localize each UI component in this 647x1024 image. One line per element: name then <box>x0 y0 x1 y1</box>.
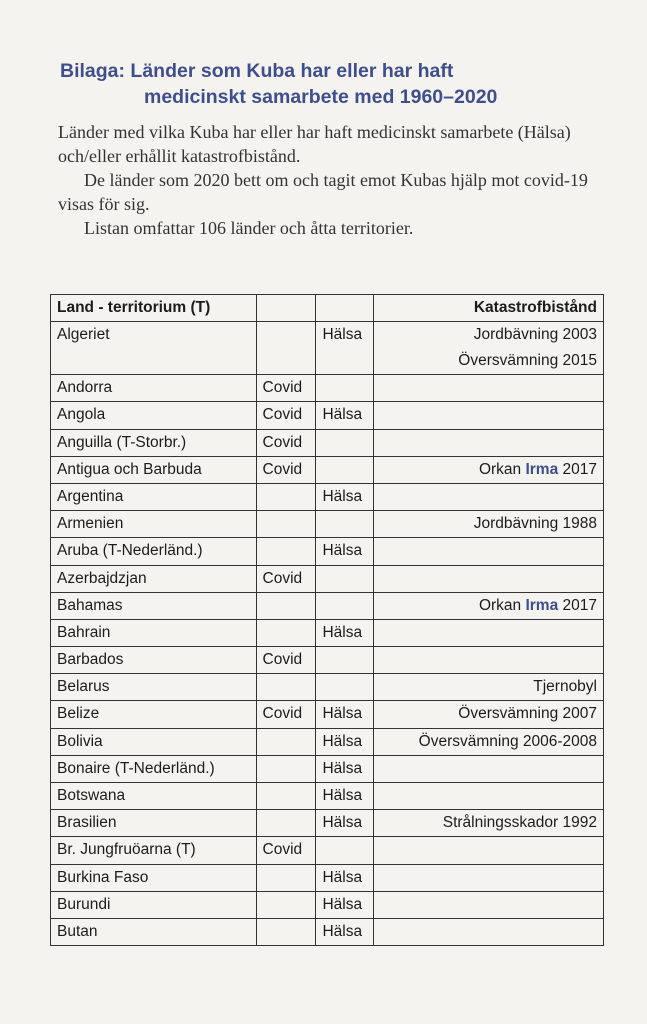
cell-halsa <box>316 592 374 619</box>
cell-halsa: Hälsa <box>316 538 374 565</box>
cell-land: Burkina Faso <box>51 864 257 891</box>
cell-halsa: Hälsa <box>316 755 374 782</box>
table-row <box>51 592 604 619</box>
cell-halsa: Hälsa <box>316 864 374 891</box>
cell-katastrofbistand <box>374 891 604 918</box>
cell-covid <box>256 592 316 619</box>
table-row <box>51 456 604 483</box>
disaster-entry: Jordbävning 2003 <box>473 326 597 344</box>
cell-katastrofbistand <box>374 456 604 483</box>
header-land: Land - territorium (T) <box>51 295 257 322</box>
cell-halsa: Hälsa <box>316 483 374 510</box>
cell-katastrofbistand <box>374 619 604 646</box>
cell-halsa: Hälsa <box>316 810 374 837</box>
disaster-entry: Översvämning 2007 <box>458 705 597 723</box>
table-row <box>51 810 604 837</box>
table-row <box>51 755 604 782</box>
highlighted-hurricane-name: Irma <box>525 460 559 478</box>
intro-paragraph-2: De länder som 2020 bett om och tagit emot Kubas hjälp mot covid-19 visas för sig. <box>58 170 588 214</box>
cell-land: Armenien <box>51 511 257 538</box>
cell-land: Algeriet <box>51 322 257 375</box>
cell-land: Bahamas <box>51 592 257 619</box>
cell-land: Azerbajdzjan <box>51 565 257 592</box>
cell-halsa <box>316 456 374 483</box>
cell-katastrofbistand <box>374 837 604 864</box>
table-row <box>51 783 604 810</box>
cell-covid <box>256 538 316 565</box>
table-row <box>51 837 604 864</box>
table-row <box>51 565 604 592</box>
cell-covid <box>256 810 316 837</box>
table-row <box>51 864 604 891</box>
cell-land: Antigua och Barbuda <box>51 456 257 483</box>
cell-covid: Covid <box>256 456 316 483</box>
cell-katastrofbistand <box>374 565 604 592</box>
cell-land: Angola <box>51 402 257 429</box>
cell-land: Bahrain <box>51 619 257 646</box>
disaster-entry: Översvämning 2015 <box>458 352 597 370</box>
cell-covid <box>256 864 316 891</box>
table-row <box>51 674 604 701</box>
cell-land: Bolivia <box>51 728 257 755</box>
cell-land: Anguilla (T-Storbr.) <box>51 429 257 456</box>
heading-line-1: Bilaga: Länder som Kuba har eller har haft <box>60 60 454 82</box>
cell-halsa: Hälsa <box>316 918 374 945</box>
cell-covid: Covid <box>256 375 316 402</box>
cell-halsa: Hälsa <box>316 701 374 728</box>
cell-halsa <box>316 565 374 592</box>
cell-katastrofbistand <box>374 701 604 728</box>
heading-line-2: medicinskt samarbete med 1960–2020 <box>144 86 498 108</box>
header-halsa <box>316 295 374 322</box>
cell-land: Argentina <box>51 483 257 510</box>
cell-halsa: Hälsa <box>316 619 374 646</box>
disaster-entry: Orkan Irma 2017 <box>478 596 597 614</box>
cell-halsa: Hälsa <box>316 402 374 429</box>
cell-halsa: Hälsa <box>316 783 374 810</box>
intro-text <box>58 120 610 240</box>
cell-halsa <box>316 375 374 402</box>
cell-covid: Covid <box>256 837 316 864</box>
appendix-heading <box>60 58 620 110</box>
table-row <box>51 375 604 402</box>
cell-covid <box>256 674 316 701</box>
cell-halsa: Hälsa <box>316 322 374 375</box>
table-body <box>51 322 604 946</box>
table-row <box>51 891 604 918</box>
intro-paragraph-3: Listan omfattar 106 länder och åtta territorier. <box>84 218 414 238</box>
header-covid <box>256 295 316 322</box>
cell-covid <box>256 619 316 646</box>
cell-covid <box>256 918 316 945</box>
cell-land: Butan <box>51 918 257 945</box>
cell-covid <box>256 891 316 918</box>
table-row <box>51 511 604 538</box>
cell-katastrofbistand <box>374 538 604 565</box>
countries-table <box>50 294 604 946</box>
cell-land: Belize <box>51 701 257 728</box>
cell-land: Bonaire (T-Nederländ.) <box>51 755 257 782</box>
cell-katastrofbistand <box>374 864 604 891</box>
header-katastrofbistand: Katastrofbistånd <box>374 295 604 322</box>
cell-land: Barbados <box>51 647 257 674</box>
table-row <box>51 619 604 646</box>
table-row <box>51 728 604 755</box>
table-row <box>51 701 604 728</box>
table-row <box>51 483 604 510</box>
disaster-entry: Orkan Irma 2017 <box>478 460 597 478</box>
cell-halsa <box>316 837 374 864</box>
cell-halsa <box>316 429 374 456</box>
disaster-entry: Tjernobyl <box>533 678 597 696</box>
cell-katastrofbistand <box>374 402 604 429</box>
cell-covid: Covid <box>256 701 316 728</box>
cell-covid <box>256 755 316 782</box>
cell-halsa <box>316 647 374 674</box>
table-row <box>51 322 604 375</box>
cell-katastrofbistand <box>374 483 604 510</box>
cell-katastrofbistand <box>374 755 604 782</box>
cell-covid <box>256 728 316 755</box>
cell-katastrofbistand <box>374 810 604 837</box>
cell-land: Aruba (T-Nederländ.) <box>51 538 257 565</box>
cell-katastrofbistand <box>374 375 604 402</box>
cell-halsa <box>316 511 374 538</box>
cell-covid <box>256 322 316 375</box>
disaster-entry: Strålningsskador 1992 <box>442 814 597 832</box>
cell-halsa <box>316 674 374 701</box>
cell-covid: Covid <box>256 402 316 429</box>
cell-land: Burundi <box>51 891 257 918</box>
cell-halsa: Hälsa <box>316 891 374 918</box>
table-row <box>51 538 604 565</box>
disaster-entry: Översvämning 2006-2008 <box>418 732 597 750</box>
cell-land: Botswana <box>51 783 257 810</box>
cell-halsa: Hälsa <box>316 728 374 755</box>
cell-land: Andorra <box>51 375 257 402</box>
cell-covid <box>256 483 316 510</box>
highlighted-hurricane-name: Irma <box>525 596 559 614</box>
table-header-row <box>51 295 604 322</box>
cell-katastrofbistand <box>374 728 604 755</box>
cell-covid <box>256 511 316 538</box>
table-row <box>51 647 604 674</box>
intro-paragraph-1: Länder med vilka Kuba har eller har haft medicinskt samarbete (Hälsa) och/eller erhållit katastrofbistånd. <box>58 122 571 166</box>
cell-land: Belarus <box>51 674 257 701</box>
cell-katastrofbistand <box>374 783 604 810</box>
cell-covid <box>256 783 316 810</box>
cell-katastrofbistand <box>374 429 604 456</box>
cell-land: Br. Jungfruöarna (T) <box>51 837 257 864</box>
table-row <box>51 402 604 429</box>
cell-katastrofbistand <box>374 674 604 701</box>
table-row <box>51 429 604 456</box>
cell-katastrofbistand <box>374 592 604 619</box>
cell-katastrofbistand <box>374 918 604 945</box>
cell-katastrofbistand <box>374 647 604 674</box>
cell-katastrofbistand <box>374 322 604 375</box>
cell-katastrofbistand <box>374 511 604 538</box>
cell-covid: Covid <box>256 565 316 592</box>
disaster-entry: Jordbävning 1988 <box>473 515 597 533</box>
cell-covid: Covid <box>256 429 316 456</box>
cell-covid: Covid <box>256 647 316 674</box>
cell-land: Brasilien <box>51 810 257 837</box>
table-row <box>51 918 604 945</box>
